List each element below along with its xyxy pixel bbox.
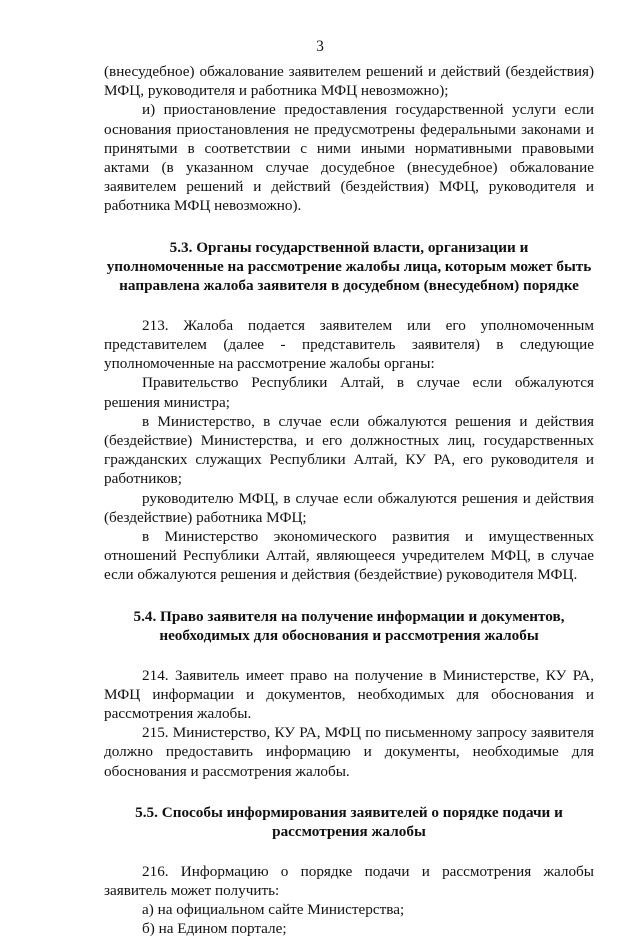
paragraph-ministry: в Министерство, в случае если обжалуются решения и действия (бездействие) Министерства, и его должностных лиц, государственных гражданских служащих Республики Алтай, КУ РА, его руководителя и работников; — [104, 412, 594, 488]
document-body — [104, 62, 594, 938]
section-heading-5-4 — [104, 607, 594, 646]
section-5-4-line-1: 5.4. Право заявителя на получение информации и документов, — [133, 607, 565, 625]
section-5-3-line-1: 5.3. Органы государственной власти, организации и — [169, 238, 529, 256]
continuation-line-2: МФЦ, руководителя и работника МФЦ невозможно); — [104, 82, 449, 100]
section-5-5-line-1: 5.5. Способы информирования заявителей о порядке подачи и — [135, 803, 563, 821]
section-5-3-line-2: уполномоченные на рассмотрение жалобы лица, которым может быть — [106, 258, 592, 276]
section-heading-5-5 — [104, 803, 594, 842]
section-5-4-line-2: необходимых для обоснования и рассмотрения жалобы — [159, 627, 539, 645]
paragraph-economy-ministry: в Министерство экономического развития и имущественных отношений Республики Алтай, являющееся учредителем МФЦ, в случае если обжалуются решения и действия (бездействие) руководителя МФЦ. — [104, 528, 594, 584]
page-number: 3 — [316, 38, 324, 55]
list-item-b: б) на Едином портале; — [142, 920, 287, 938]
section-5-5-line-2: рассмотрения жалобы — [272, 823, 426, 841]
section-heading-5-3 — [104, 238, 594, 296]
paragraph-216: 216. Информацию о порядке подачи и рассмотрения жалобы заявитель может получить: — [104, 862, 594, 899]
continuation-line-1: (внесудебное) обжалование заявителем решений и действий (бездействия) — [104, 63, 594, 80]
list-item-a: а) на официальном сайте Министерства; — [142, 900, 405, 918]
paragraph-mfc-head: руководителю МФЦ, в случае если обжалуются решения и действия (бездействие) работника МФЦ; — [104, 489, 594, 526]
section-5-3-line-3: направлена жалоба заявителя в досудебном (внесудебном) порядке — [119, 277, 579, 295]
paragraph-item-i: и) приостановление предоставления государственной услуги если основания приостановления не предусмотрены федеральными законами и принятыми в соответствии с ними иными нормативными правовыми актами (в указанном случае досудебное (внесудебное) обжалование заявителем решений и действий (бездействия) МФЦ, руководителя и работника МФЦ невозможно). — [104, 101, 594, 215]
paragraph-215: 215. Министерство, КУ РА, МФЦ по письменному запросу заявителя должно предоставить информацию и документы, необходимые для обоснования и рассмотрения жалобы. — [104, 724, 594, 780]
paragraph-214: 214. Заявитель имеет право на получение в Министерстве, КУ РА, МФЦ информации и документов, необходимых для обоснования и рассмотрения жалобы. — [104, 666, 594, 722]
paragraph-government: Правительство Республики Алтай, в случае если обжалуются решения министра; — [104, 374, 594, 411]
paragraph-213: 213. Жалоба подается заявителем или его уполномоченным представителем (далее - представитель заявителя) в следующие уполномоченные на рассмотрение жалобы органы: — [104, 316, 594, 373]
paragraph-continuation — [104, 62, 594, 100]
